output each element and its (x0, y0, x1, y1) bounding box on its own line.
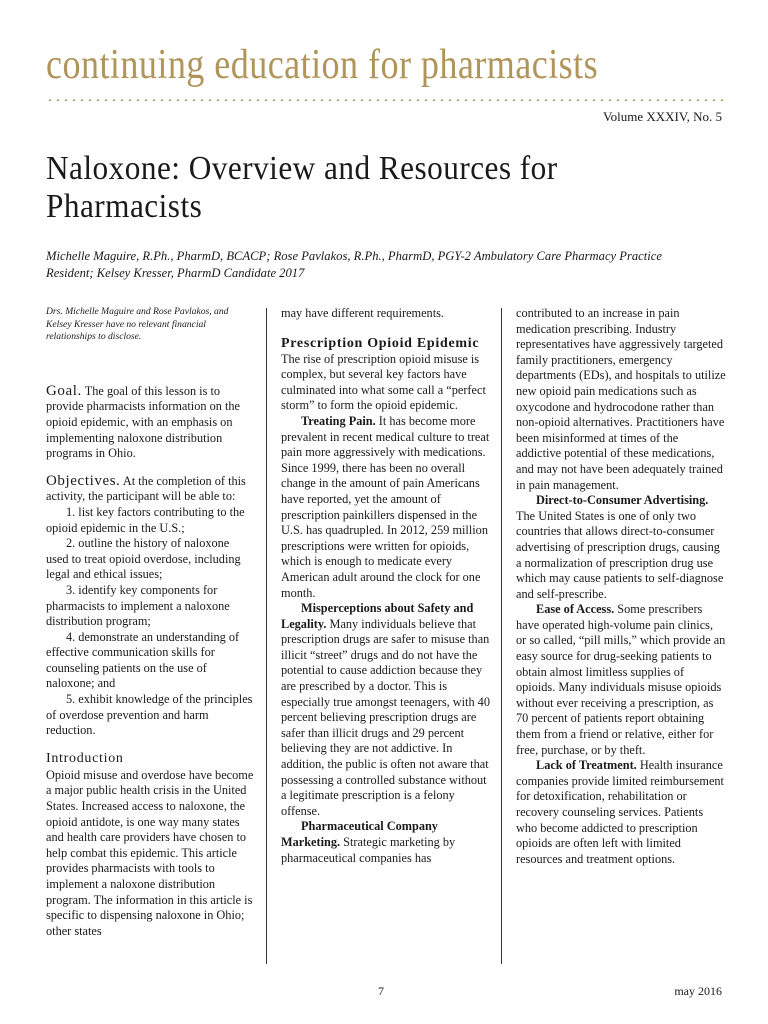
objective-item: 4. demonstrate an understanding of effective communication skills for counseling patients on the use of naloxone; and (46, 629, 240, 691)
misperceptions-label: Misperceptions about Safety and Legality. (281, 601, 474, 631)
treatment-paragraph (516, 758, 726, 867)
treatment-text: Health insurance companies provide limited reimbursement for detoxification, rehabilitation or recovery counseling services. Patients who become addicted to prescription opioids are often left with limited resources and treatment options. (516, 758, 724, 866)
objective-item: 5. exhibit knowledge of the principles of overdose prevention and harm reduction. (46, 692, 253, 738)
goal-text: The goal of this lesson is to provide pharmacists information on the opioid epidemic, with an emphasis on implementing naloxone distribution programs in Ohio. (46, 383, 240, 461)
misperceptions-text: Many individuals believe that prescription drugs are safer to misuse than illicit “street” drugs and do not have the potential to cause addiction because they are prescribed by a doctor. This is especially true amongst teenagers, with 40 percent believing prescription drugs are safer than illicit drugs and 29 percent believing they are not addictive. In addition, the public is often not aware that possessing a controlled substance without a legitimate prescription is a felony offense. (281, 616, 490, 818)
column-3 (516, 306, 726, 867)
column-2 (281, 306, 491, 866)
objectives-label: Objectives. (46, 472, 121, 489)
column-3-continuation: contributed to an increase in pain medication prescribing. Industry representatives have aggressively targeted family practitioners, emergency departments (EDs), and hospitals to utilize new opioid pain medications such as oxycodone and hydrocodone rather than non-opioid alternatives. Practitioners have been misinformed at times of the addictive potential of these medications, and may not have been adequately trained in pain management. (516, 306, 726, 492)
dtc-paragraph (516, 493, 726, 602)
article-title-line2: Pharmacists (46, 188, 203, 225)
article-title-line1: Naloxone: Overview and Resources for (46, 150, 558, 187)
goal-label: Goal. (46, 382, 82, 399)
objectives-paragraph (46, 474, 254, 505)
column-1 (46, 306, 254, 939)
column-rule-1 (266, 308, 267, 964)
page-number: 7 (378, 984, 384, 998)
dotted-divider (46, 99, 726, 101)
treating-pain-text: It has become more prevalent in recent medical culture to treat pain more aggressively with medications. Since 1999, there has been no overall change in the amount of pain Americans have reported, yet the amount of prescription painkillers dispensed in the U.S. has quadrupled. In 2012, 259 million prescriptions were written for opioids, which is enough to medicate every American adult around the clock for one month. (281, 413, 490, 600)
objective-item: 3. identify key components for pharmacists to implement a naloxone distribution program; (46, 582, 230, 629)
series-title: continuing education for pharmacists (46, 42, 599, 88)
marketing-paragraph (281, 819, 491, 866)
disclosure-note: Drs. Michelle Maguire and Rose Pavlakos, and Kelsey Kresser have no relevant financial relationships to disclose. (46, 306, 229, 343)
issue-date: may 2016 (674, 984, 722, 998)
access-paragraph (516, 602, 726, 758)
goal-paragraph (46, 384, 254, 462)
access-text: Some prescribers have operated high-volume pain clinics, or so called, “pill mills,” which provide an easy source for drug-seeking patients to obtain almost limitless supplies of opioids. Many individuals misuse opioids without ever receiving a prescription, as 70 percent of patients report obtaining them from a friend or relative, either for free, purchase, or by theft. (516, 602, 726, 757)
article-authors: Michelle Maguire, R.Ph., PharmD, BCACP; Rose Pavlakos, R.Ph., PharmD, PGY-2 Ambulatory Care Pharmacy Practice Resident; Kelsey Kresser, PharmD Candidate 2017 (46, 249, 662, 280)
volume-number: Volume XXXIV, No. 5 (602, 109, 722, 124)
treating-pain-paragraph (281, 414, 491, 601)
article-title (46, 150, 672, 226)
introduction-heading: Introduction (46, 750, 124, 766)
objective-item: 2. outline the history of naloxone used to treat opioid overdose, including legal and ethical issues; (46, 536, 241, 582)
access-label: Ease of Access. (536, 602, 615, 617)
epidemic-heading: Prescription Opioid Epidemic (281, 335, 480, 351)
column-rule-2 (501, 308, 502, 964)
objective-item: 1. list key factors contributing to the opioid epidemic in the U.S.; (46, 504, 245, 535)
objectives-text: At the completion of this activity, the participant will be able to: (46, 473, 246, 504)
introduction-text: Opioid misuse and overdose have become a major public health crisis in the United States. Increased access to naloxone, the opioid antidote, is one way many states and health care providers have chosen to help combat this epidemic. This article provides pharmacists with tools to implement a naloxone distribution program. The information in this article is specific to dispensing naloxone in Ohio; other states (46, 767, 254, 938)
column-2-continuation: may have different requirements. (281, 306, 444, 320)
dtc-label: Direct-to-Consumer Advertising. (536, 493, 709, 508)
treatment-label: Lack of Treatment. (536, 758, 637, 773)
marketing-label: Pharmaceutical Company Marketing. (281, 819, 438, 849)
dtc-text: The United States is one of only two countries that allows direct-to-consumer advertising of prescription drugs, causing a normalization of prescription drug use which may cause patients to self-diagnose and self-prescribe. (516, 508, 724, 601)
marketing-text: Strategic marketing by pharmaceutical companies has (281, 835, 456, 865)
treating-pain-label: Treating Pain. (301, 413, 376, 428)
epidemic-text: The rise of prescription opioid misuse is complex, but several key factors have culminated into what some call a “perfect storm” to form the opioid epidemic. (281, 351, 486, 413)
misperceptions-paragraph (281, 601, 491, 819)
